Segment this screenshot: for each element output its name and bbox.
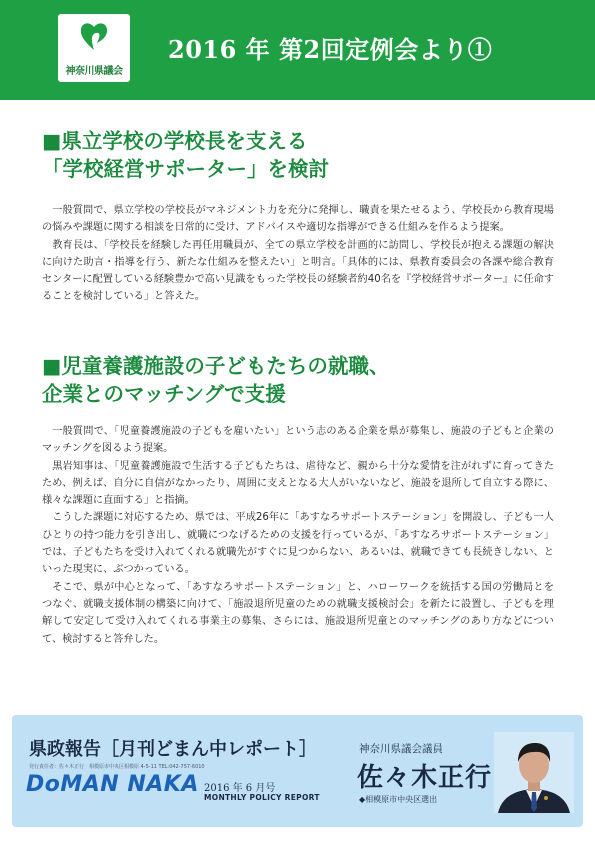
section1-heading: [42, 127, 329, 183]
member-name: 佐々木正行: [357, 763, 493, 793]
paragraph: 一般質問で、県立学校の学校長がマネジメント力を充分に発揮し、職責を果たせるよう、学校長から教育現場の悩みや課題に関する相談を日常的に受け、アドバイスや適切な指導ができる仕組みを作るよう提案。: [42, 205, 554, 234]
issue-date: 2016 年 6 月号: [204, 783, 276, 794]
footer-banner: [12, 715, 583, 827]
page-title: 2016 年 第2回定例会より①: [168, 35, 493, 64]
paragraph: そこで、県が中心となって、「あすなろサポートステーション」と、ハローワークを統括する国の労働局とをつなぐ、就職支援体制の構築に向けて、「施設退所児童のための就職支援検討会」を新たに設置し、子どもを理解して安定して受け入れてくれる事業主の募集、さらには、施設退所児童とのマッチングのあり方などについて、検討すると答弁した。: [42, 581, 554, 645]
assembly-logo: [58, 14, 130, 82]
page-header: [0, 0, 595, 100]
paragraph: 教育長は、「学校長を経験した再任用職員が、全ての県立学校を計画的に訪問し、学校長が抱える課題の解決に向けた助言・指導を行う、新たな仕組みを整えたい」と明言。「具体的には、県教育委員会の各課や総合教育センターに配置している経験豊かで高い見識をもった学校長の経験者約40名を『学校経営サポーター』に任命することを検討している」と答えた。: [42, 239, 554, 303]
section1-body: [42, 202, 554, 306]
paragraph: こうした課題に対応するため、県では、平成26年に「あすなろサポートステーション」を開設し、子ども一人ひとりの持つ能力を引き出し、就職につなげるための支援を行っているが、「あすなろサポートステーション」では、子どもたちを受け入れてくれる就職先がすぐに見つからない、あるいは、就職できても長続きしない、といった現実に、ぶつかっている。: [42, 512, 554, 576]
logo-caption: 神奈川県議会: [65, 66, 123, 77]
section1-heading-line1: ■県立学校の学校長を支える: [42, 129, 308, 153]
section1-heading-line2: 「学校経営サポーター」を検討: [42, 157, 329, 181]
doman-naka-logo: DoMAN NAKA: [26, 772, 199, 797]
member-portrait: [494, 732, 574, 813]
paragraph: 黒岩知事は、「児童養護施設で生活する子どもたちは、虐待など、親から十分な愛情を注がれずに育ってきたため、例えば、自分に自信がなかったり、周囲に支えとなる大人がいないなど、施設を退所して自立する際に、様々な課題に直面する」と指摘。: [42, 460, 554, 507]
publisher-line: 発行責任者：佐々木正行 相模原市中央区相模原 4-5-11 TEL:042-757-6010: [29, 764, 205, 770]
member-role: 神奈川県議会議員: [359, 743, 443, 755]
section2-heading-line2: 企業とのマッチングで支援: [42, 382, 286, 406]
report-title: 県政報告［月刊どまん中レポート］: [29, 739, 317, 760]
section2-heading: [42, 352, 389, 408]
paragraph: 一般質問で、「児童養護施設の子どもを雇いたい」という志のある企業を県が募集し、施設の子どもと企業のマッチングを図るよう提案。: [42, 426, 554, 455]
section2-body: [42, 423, 554, 648]
issue-subtitle: MONTHLY POLICY REPORT: [204, 793, 320, 802]
heart-emblem-icon: [79, 19, 109, 53]
member-district: ◆相模原市中央区選出: [359, 795, 438, 804]
section2-heading-line1: ■児童養護施設の子どもたちの就職、: [42, 354, 390, 378]
